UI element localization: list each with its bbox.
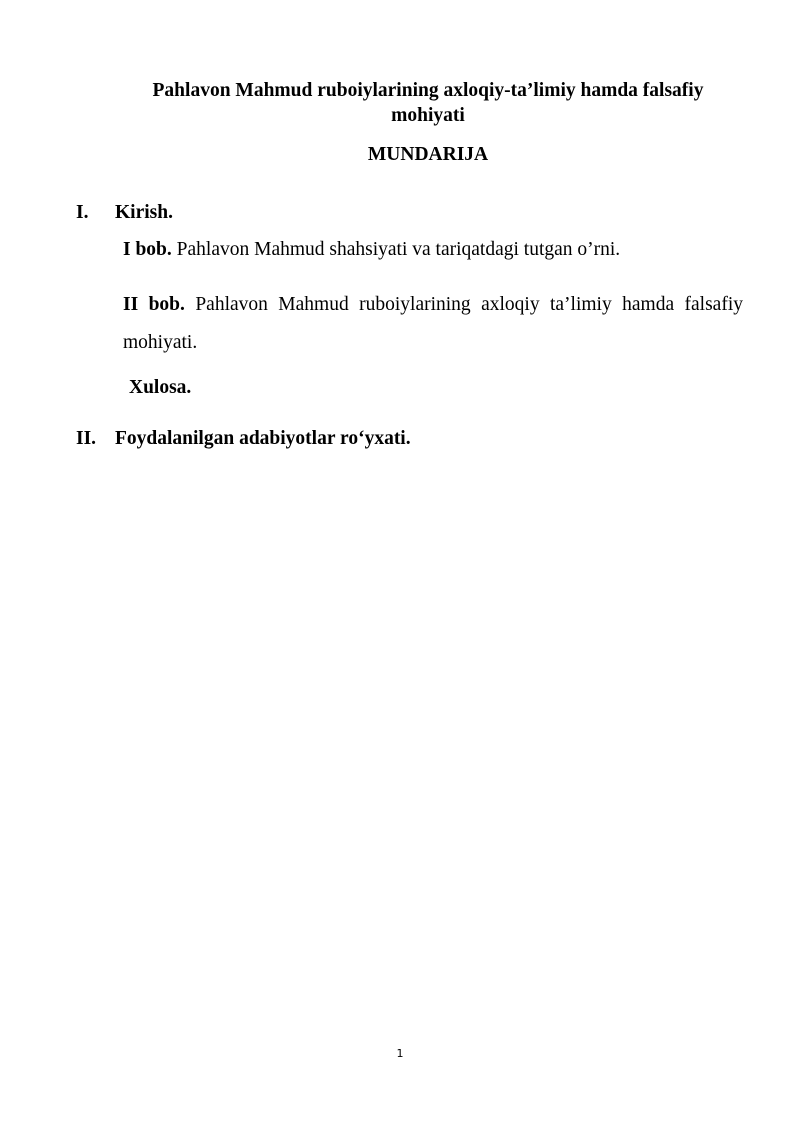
page-number: 1 (396, 1047, 404, 1060)
chapter-1-prefix: I bob. (123, 239, 172, 260)
table-of-contents-heading: MUNDARIJA (367, 144, 489, 165)
toc-entry-intro: Kirish. (115, 202, 173, 223)
chapter-2-title: Pahlavon Mahmud ruboiylarining axloqiy ta’limiy hamda falsafiy mohiyati. (123, 294, 743, 353)
chapter-2-prefix: II bob. (123, 294, 185, 315)
toc-entry-chapter-1 (123, 237, 743, 262)
toc-entry-references: Foydalanilgan adabiyotlar ro‘yxati. (115, 428, 411, 449)
toc-entry-conclusion: Xulosa. (129, 377, 192, 398)
document-title: Pahlavon Mahmud ruboiylarining axloqiy-ta’limiy hamda falsafiy mohiyati (152, 80, 704, 126)
toc-entry-chapter-2 (123, 286, 743, 362)
chapter-1-title: Pahlavon Mahmud shahsiyati va tariqatdagi tutgan o’rni. (171, 239, 621, 260)
toc-numeral-intro: I. (76, 202, 89, 223)
toc-numeral-references: II. (76, 428, 97, 449)
